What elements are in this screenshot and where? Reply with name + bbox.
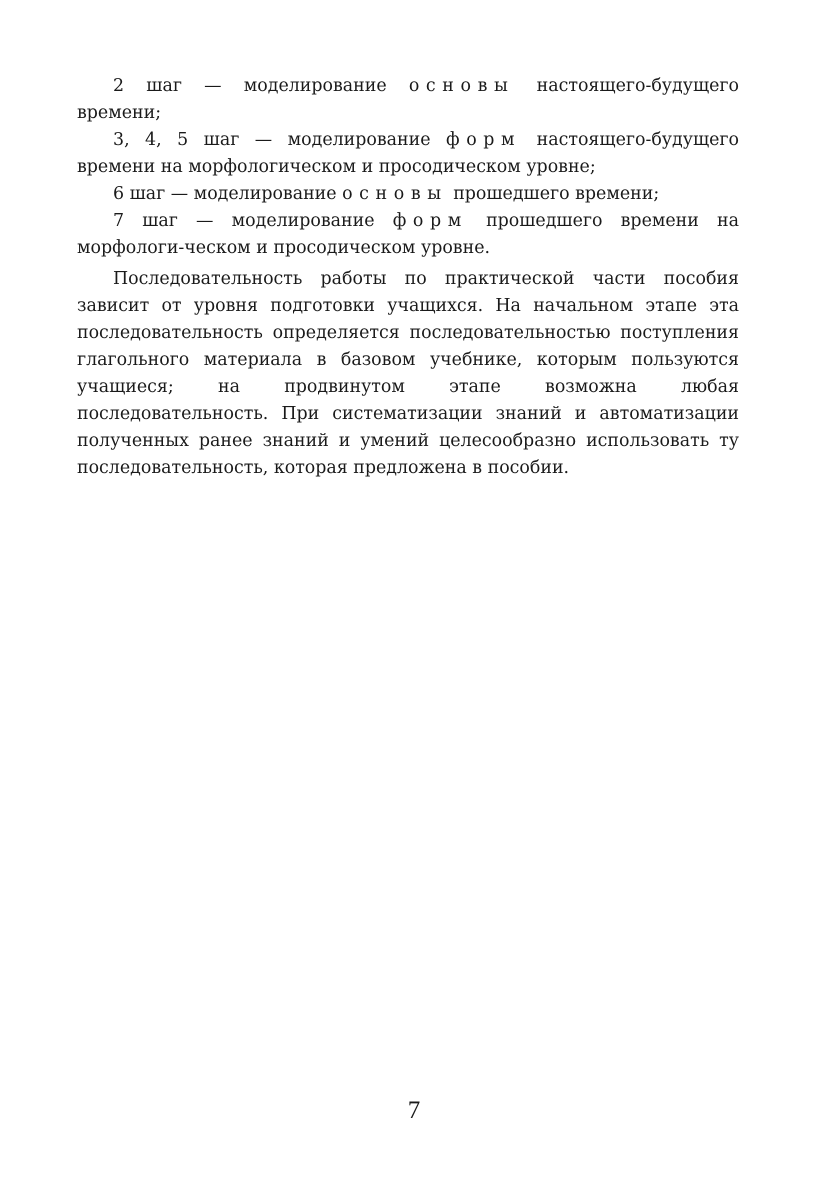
step-7-tail: прошедшего времени на морфологи-ческом и просодическом уровне.	[77, 211, 739, 258]
step-3-4-5-spaced-term: форм	[445, 130, 522, 150]
step-7-spaced-term: форм	[392, 211, 468, 231]
step-6-item	[77, 181, 739, 208]
step-2-lead: 2 шаг — моделирование	[113, 76, 409, 96]
step-6-lead: 6 шаг — моделирование	[113, 184, 343, 204]
step-3-4-5-tail: настоящего-будущего времени на морфологическом и просодическом уровне;	[77, 130, 740, 177]
page-body	[77, 73, 739, 482]
step-6-tail: прошедшего времени;	[447, 184, 660, 204]
step-3-4-5-item	[77, 127, 739, 181]
sequence-paragraph: Последовательность работы по практической части пособия зависит от уровня подготовки учащихся. На начальном этапе эта последовательность определяется последовательностью поступления глагольного материала в базовом учебнике, которым пользуются учащиеся; на продвинутом этапе возможна любая последовательность. При систематизации знаний и автоматизации полученных ранее знаний и умений целесообразно использовать ту последовательность, которая предложена в пособии.	[77, 269, 739, 478]
page-number: 7	[407, 1097, 421, 1124]
step-2-item	[77, 73, 739, 127]
step-7-lead: 7 шаг — моделирование	[113, 211, 393, 231]
step-2-spaced-term: основы	[408, 76, 515, 96]
step-6-spaced-term: основы	[342, 184, 448, 204]
step-3-4-5-lead: 3, 4, 5 шаг — моделирование	[113, 130, 446, 150]
step-2-tail: настоящего-будущего времени;	[77, 76, 739, 123]
step-7-item	[77, 208, 739, 262]
